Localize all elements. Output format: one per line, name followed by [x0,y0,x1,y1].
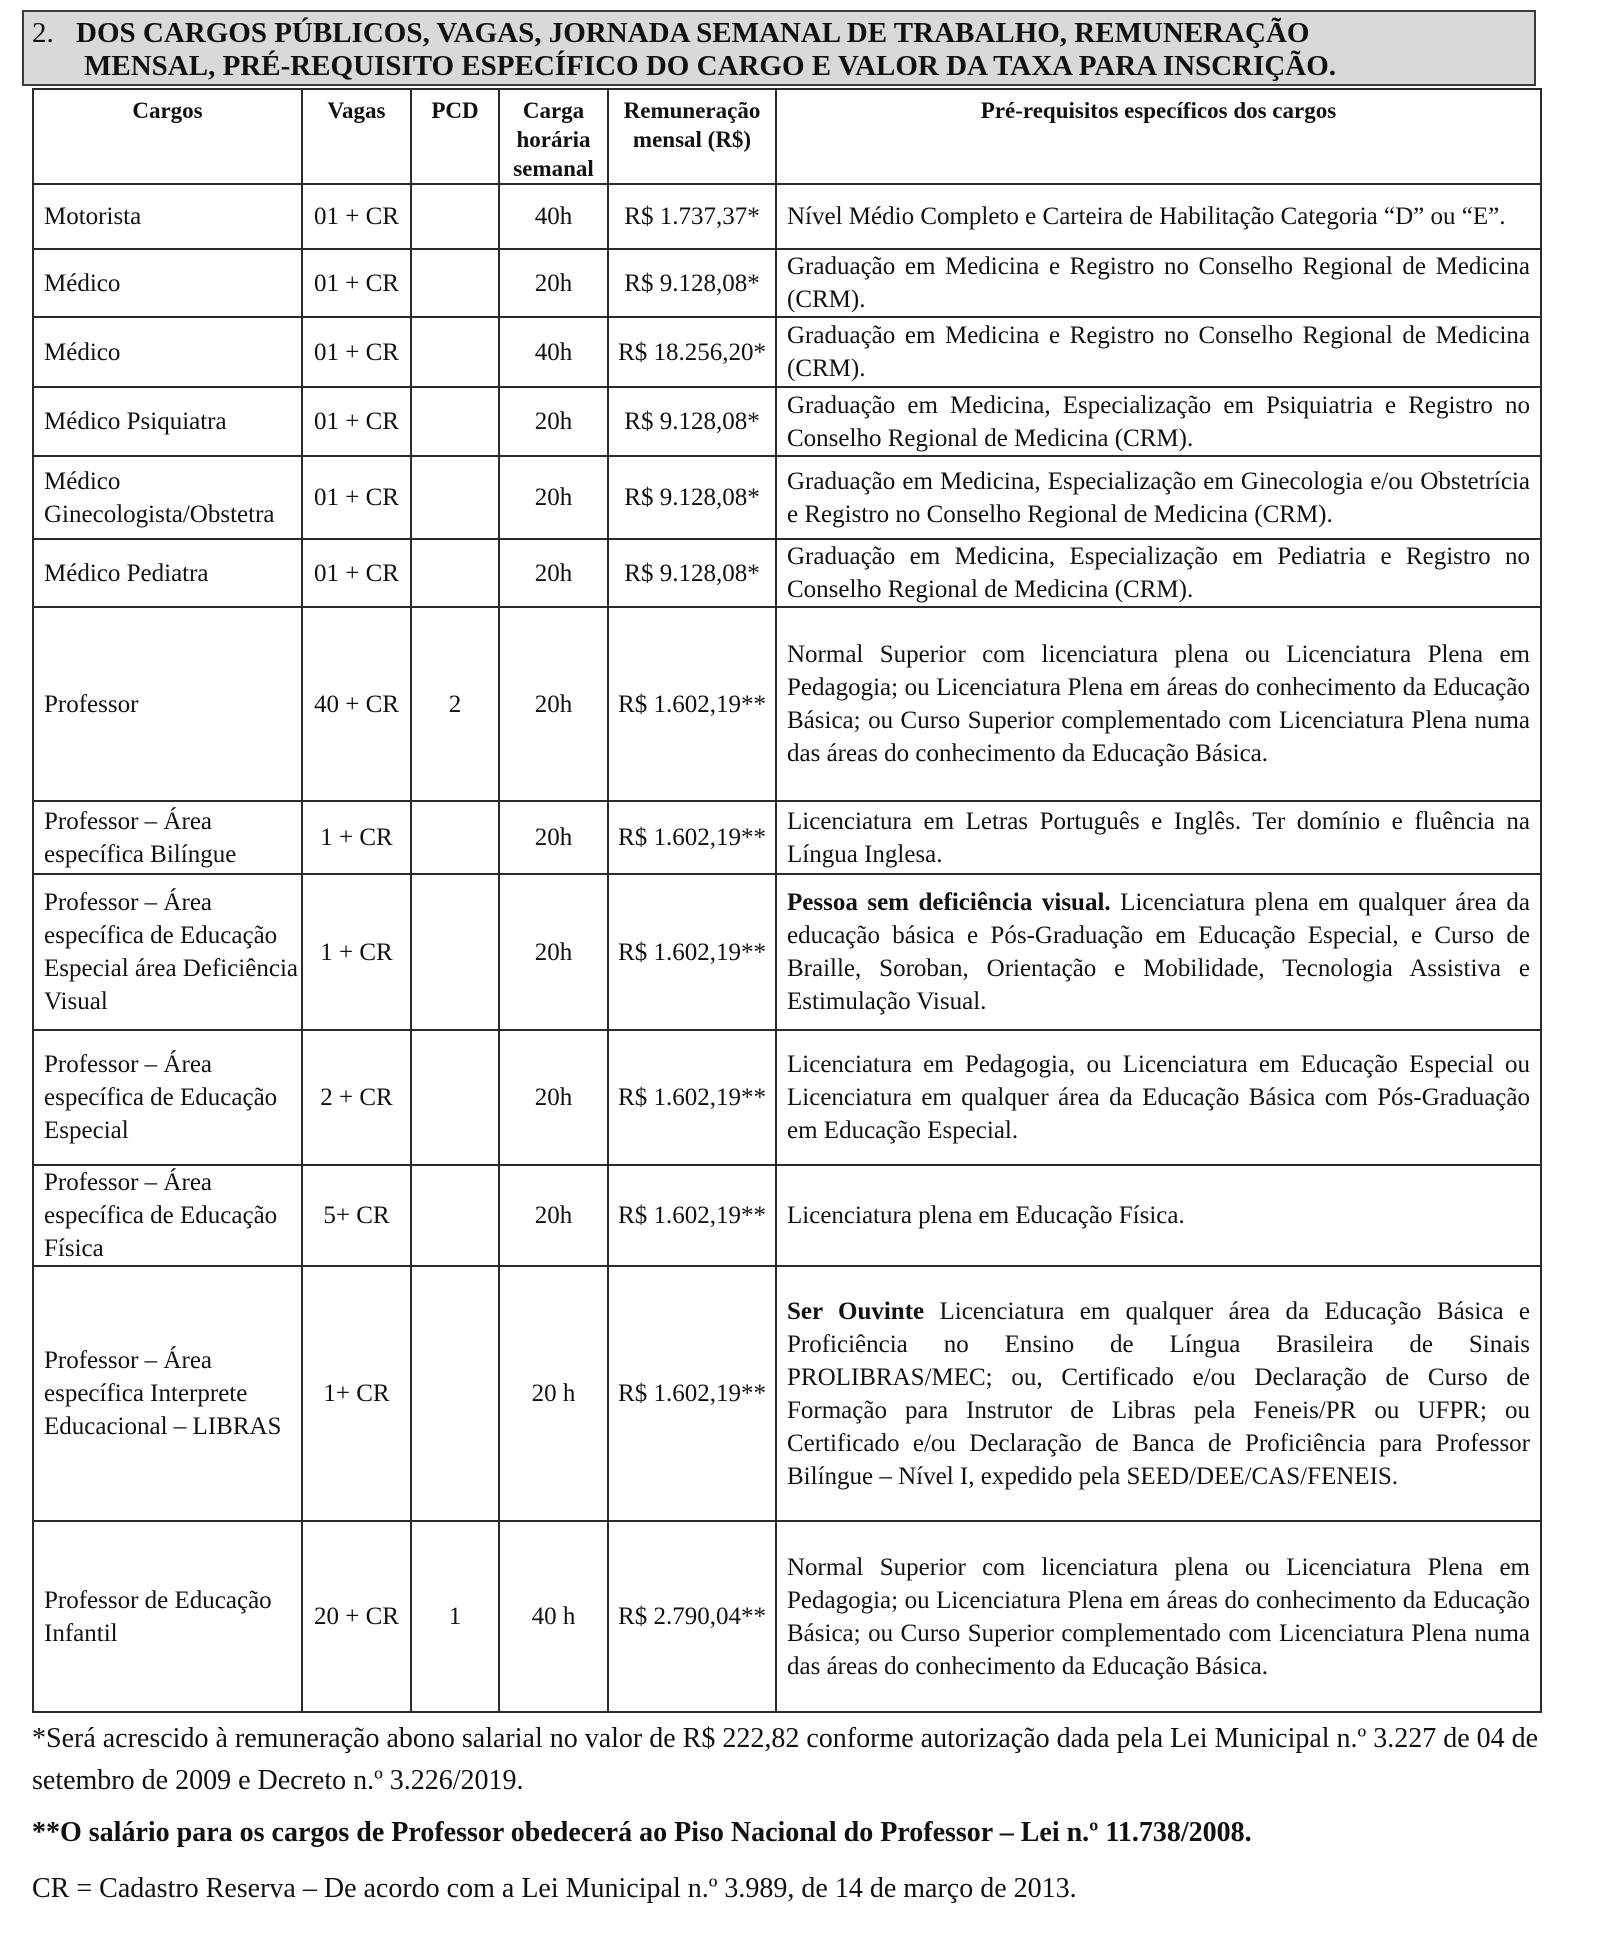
cell-cargo: Professor – Área específica de Educação Física [33,1165,302,1266]
cell-cargo: Professor de Educação Infantil [33,1521,302,1712]
cell-pcd [411,387,499,456]
cell-carga: 40h [499,184,608,249]
heading-line-2: MENSAL, PRÉ-REQUISITO ESPECÍFICO DO CARGO E VALOR DA TAXA PARA INSCRIÇÃO. [84,50,1337,82]
note-piso: **O salário para os cargos de Professor obedecerá ao Piso Nacional do Professor – Lei n.º 11.738/2008. [32,1817,1252,1848]
table-row [33,539,1541,607]
cell-vagas: 01 + CR [302,317,411,387]
cell-remuneracao: R$ 9.128,08* [608,456,776,539]
cell-pcd: 2 [411,607,499,801]
cell-vagas: 2 + CR [302,1030,411,1165]
cell-cargo: Médico Ginecologista/Obstetra [33,456,302,539]
cell-pcd: 1 [411,1521,499,1712]
cell-requisitos [776,1266,1541,1521]
requisito-texto: Nível Médio Completo e Carteira de Habilitação Categoria “D” ou “E”. [787,203,1506,230]
cell-carga: 40h [499,317,608,387]
cell-carga: 20h [499,387,608,456]
cell-remuneracao: R$ 9.128,08* [608,249,776,317]
cell-cargo: Professor – Área específica Interprete Educacional – LIBRAS [33,1266,302,1521]
cell-vagas: 5+ CR [302,1165,411,1266]
cell-remuneracao: R$ 1.602,19** [608,1030,776,1165]
cell-requisitos [776,184,1541,249]
cell-pcd [411,317,499,387]
cell-carga: 20h [499,1030,608,1165]
cell-pcd [411,801,499,874]
cell-cargo: Professor [33,607,302,801]
header-remuneracao: Remuneração mensal (R$) [608,89,776,184]
requisito-texto: Licenciatura em qualquer área da Educação Básica e Proficiência no Ensino de Língua Brasileira de Sinais PROLIBRAS/MEC; ou, Certificado e/ou Declaração de Curso de Formação para Instrutor de Libras pela Feneis/PR ou UFPR; ou Certificado e/ou Declaração de Banca de Proficiência para Professor Bilíngue – Nível I, expedido pela SEED/DEE/CAS/FENEIS. [787,1297,1530,1490]
cell-pcd [411,1165,499,1266]
table-row [33,317,1541,387]
cell-vagas: 01 + CR [302,249,411,317]
cell-requisitos [776,607,1541,801]
table-row [33,456,1541,539]
cell-cargo: Médico [33,317,302,387]
header-vagas: Vagas [302,89,411,184]
requisito-texto: Licenciatura em Pedagogia, ou Licenciatura em Educação Especial ou Licenciatura em qualquer área da Educação Básica com Pós-Graduação em Educação Especial. [787,1051,1530,1144]
requisito-texto: Graduação em Medicina, Especialização em Psiquiatria e Registro no Conselho Regional de Medicina (CRM). [787,391,1530,452]
cell-vagas: 1 + CR [302,801,411,874]
cell-cargo: Médico Psiquiatra [33,387,302,456]
cell-remuneracao: R$ 1.602,19** [608,801,776,874]
table-row [33,1266,1541,1521]
table-row [33,1030,1541,1165]
requisito-texto: Graduação em Medicina e Registro no Conselho Regional de Medicina (CRM). [787,322,1530,382]
cell-requisitos [776,1521,1541,1712]
cell-cargo: Professor – Área específica de Educação Especial área Deficiência Visual [33,874,302,1030]
cell-requisitos [776,249,1541,317]
table-row [33,874,1541,1030]
cell-pcd [411,539,499,607]
heading-text-1: DOS CARGOS PÚBLICOS, VAGAS, JORNADA SEMANAL DE TRABALHO, REMUNERAÇÃO [76,17,1310,49]
requisito-destaque: Pessoa sem deficiência visual. [787,889,1111,916]
cell-vagas: 01 + CR [302,184,411,249]
table-row [33,607,1541,801]
cell-remuneracao: R$ 18.256,20* [608,317,776,387]
cell-remuneracao: R$ 1.602,19** [608,874,776,1030]
cell-pcd [411,874,499,1030]
requisito-destaque: Ser Ouvinte [787,1297,925,1325]
notes-section [32,1718,1572,1906]
cell-cargo: Professor – Área específica de Educação Especial [33,1030,302,1165]
table-row [33,387,1541,456]
cell-pcd [411,456,499,539]
cell-carga: 20h [499,249,608,317]
table-row [33,184,1541,249]
cell-vagas: 01 + CR [302,387,411,456]
note-abono: *Será acrescido à remuneração abono salarial no valor de R$ 222,82 conforme autorização dada pela Lei Municipal n.º 3.227 de 04 de setembro de 2009 e Decreto n.º 3.226/2019. [32,1723,1539,1796]
cell-carga: 20h [499,607,608,801]
cell-requisitos [776,539,1541,607]
table-row [33,249,1541,317]
requisito-texto: Licenciatura plena em Educação Física. [787,1202,1185,1229]
cell-requisitos [776,801,1541,874]
requisito-texto: Normal Superior com licenciatura plena ou Licenciatura Plena em Pedagogia; ou Licenciatura Plena em áreas do conhecimento da Educação Básica; ou Curso Superior complementado com Licenciatura Plena numa das áreas do conhecimento da Educação Básica. [787,1553,1530,1680]
cell-vagas: 40 + CR [302,607,411,801]
cell-cargo: Médico [33,249,302,317]
header-cargos: Cargos [33,89,302,184]
cell-vagas: 01 + CR [302,539,411,607]
cell-remuneracao: R$ 1.737,37* [608,184,776,249]
cell-requisitos [776,317,1541,387]
requisito-texto: Licenciatura plena em qualquer área da educação básica e Pós-Graduação em Educação Especial, e Curso de Braille, Soroban, Orientação e Mobilidade, Tecnologia Assistiva e Estimulação Visual. [787,889,1530,1015]
section-heading [22,10,1536,86]
cell-remuneracao: R$ 9.128,08* [608,539,776,607]
cell-requisitos [776,874,1541,1030]
cell-pcd [411,184,499,249]
header-requisitos: Pré-requisitos específicos dos cargos [776,89,1541,184]
requisito-texto: Graduação em Medicina, Especialização em Pediatria e Registro no Conselho Regional de Medicina (CRM). [787,543,1530,603]
cell-requisitos [776,387,1541,456]
cell-remuneracao: R$ 1.602,19** [608,1165,776,1266]
table-body [33,184,1541,1712]
section-number: 2. [32,17,54,49]
table-row [33,1521,1541,1712]
cell-pcd [411,249,499,317]
header-carga: Carga horária semanal [499,89,608,184]
cell-vagas: 1+ CR [302,1266,411,1521]
cell-remuneracao: R$ 1.602,19** [608,607,776,801]
cell-cargo: Médico Pediatra [33,539,302,607]
cell-remuneracao: R$ 1.602,19** [608,1266,776,1521]
cell-carga: 20h [499,1165,608,1266]
requisito-texto: Graduação em Medicina e Registro no Conselho Regional de Medicina (CRM). [787,253,1530,313]
cell-remuneracao: R$ 9.128,08* [608,387,776,456]
note-cadastro-reserva: CR = Cadastro Reserva – De acordo com a Lei Municipal n.º 3.989, de 14 de março de 2013. [32,1873,1077,1904]
requisito-texto: Licenciatura em Letras Português e Inglês. Ter domínio e fluência na Língua Inglesa. [787,807,1530,868]
cargos-table [32,88,1542,1713]
cell-pcd [411,1266,499,1521]
cell-vagas: 01 + CR [302,456,411,539]
cell-pcd [411,1030,499,1165]
header-pcd: PCD [411,89,499,184]
cell-vagas: 1 + CR [302,874,411,1030]
cell-carga: 40 h [499,1521,608,1712]
table-header-row [33,89,1541,184]
cell-requisitos [776,456,1541,539]
requisito-texto: Normal Superior com licenciatura plena ou Licenciatura Plena em Pedagogia; ou Licenciatura Plena em áreas do conhecimento da Educação Básica; ou Curso Superior complementado com Licenciatura Plena numa das áreas do conhecimento da Educação Básica. [787,641,1530,767]
cell-carga: 20 h [499,1266,608,1521]
heading-line-1 [32,17,1526,50]
cell-requisitos [776,1030,1541,1165]
cell-vagas: 20 + CR [302,1521,411,1712]
table-row [33,801,1541,874]
cell-requisitos [776,1165,1541,1266]
cell-cargo: Motorista [33,184,302,249]
cell-cargo: Professor – Área específica Bilíngue [33,801,302,874]
table-row [33,1165,1541,1266]
cell-carga: 20h [499,539,608,607]
cell-carga: 20h [499,456,608,539]
cell-carga: 20h [499,801,608,874]
requisito-texto: Graduação em Medicina, Especialização em Ginecologia e/ou Obstetrícia e Registro no Conselho Regional de Medicina (CRM). [787,467,1530,528]
cell-carga: 20h [499,874,608,1030]
cell-remuneracao: R$ 2.790,04** [608,1521,776,1712]
